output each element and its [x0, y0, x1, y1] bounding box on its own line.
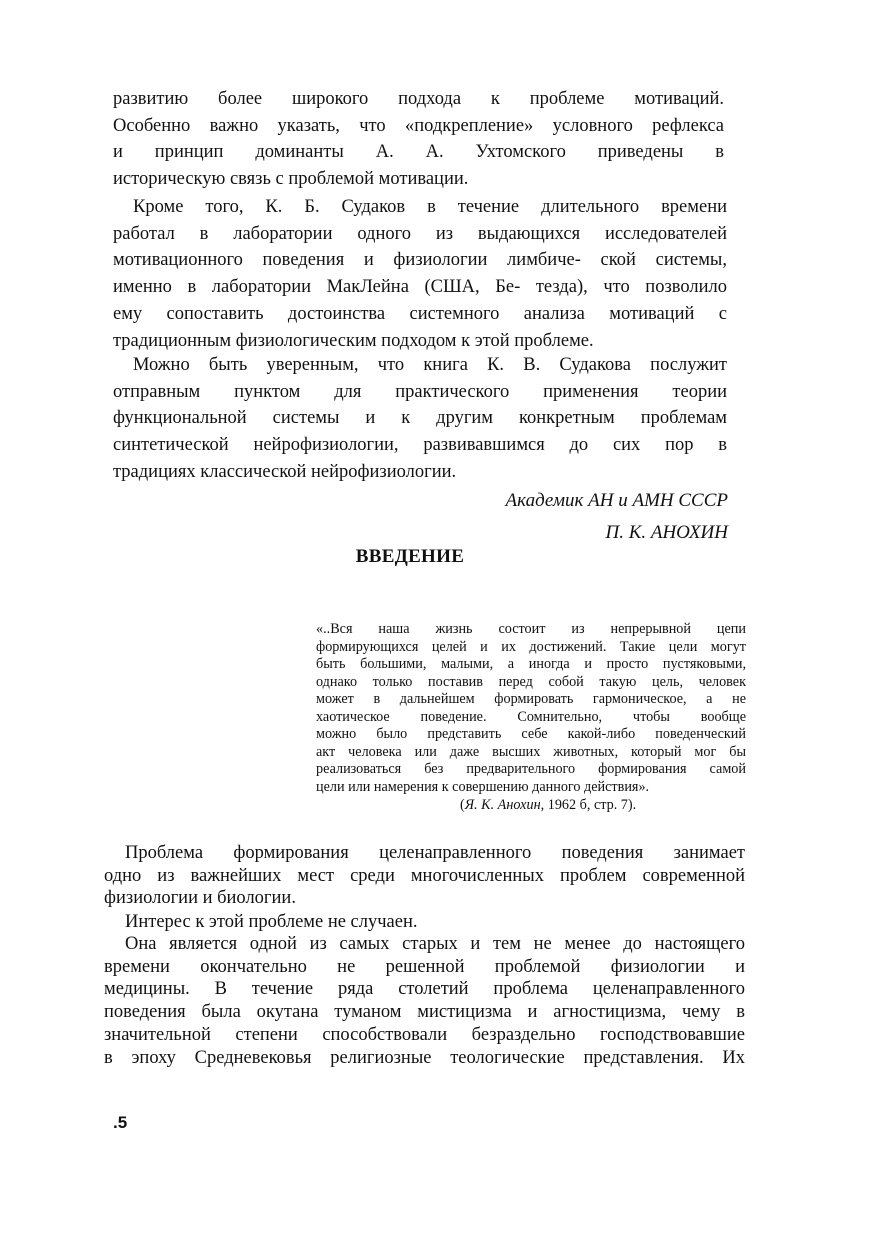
- citation-rest: 1962 б, стр. 7).: [544, 797, 637, 813]
- signature-name: П. К. АНОХИН: [605, 522, 728, 543]
- text-line: Особенно важно указать, что «подкрепление» условного рефлекса: [113, 115, 724, 136]
- epigraph: [316, 621, 746, 796]
- epigraph-line: реализоваться без предварительного формирования самой: [316, 761, 746, 777]
- text-line: Она является одной из самых старых и тем не менее до настоящего: [125, 934, 745, 954]
- text-line: Кроме того, К. Б. Судаков в течение длительного времени: [133, 197, 727, 217]
- signature-title: Академик АН и АМН СССР: [505, 490, 728, 511]
- preface-paragraph-1: [113, 86, 724, 193]
- text-line: значительной степени способствовали безраздельно господствовавшие: [104, 1024, 745, 1045]
- intro-paragraph-3: [104, 933, 745, 1069]
- epigraph-line: однако только поставив перед собой такую цель, человек: [316, 673, 746, 690]
- text-line: функциональной системы и к другим конкретным проблемам: [113, 408, 727, 429]
- preface-paragraph-2: [113, 194, 727, 354]
- epigraph-line: может в дальнейшем формировать гармоническое, а не: [316, 691, 746, 707]
- text-line: поведения была окутана туманом мистицизма и агностицизма, чему в: [104, 1002, 745, 1023]
- epigraph-citation: [460, 797, 636, 814]
- preface-paragraph-3: [113, 352, 727, 486]
- intro-paragraph-1: [104, 842, 745, 910]
- epigraph-line: цели или намерения к совершению данного действия».: [316, 778, 650, 795]
- text-line: историческую связь с проблемой мотивации.: [113, 169, 469, 190]
- text-line: в эпоху Средневековья религиозные теологические представления. Их: [104, 1047, 745, 1068]
- epigraph-line: акт человека или даже высших животных, который мог бы: [316, 743, 746, 760]
- epigraph-line: быть большими, малыми, а иногда и просто пустяковыми,: [316, 656, 746, 672]
- text-line: медицины. В течение ряда столетий проблема целенаправленного: [104, 979, 745, 1000]
- citation-author: Я. К. Анохин,: [464, 797, 545, 813]
- text-line: традициях классической нейрофизиологии.: [113, 461, 457, 482]
- epigraph-line: можно было представить себе какой-либо поведенческий: [316, 726, 746, 742]
- page-number: .5: [113, 1113, 128, 1132]
- text-line: мотивационного поведения и физиологии лимбиче- ской системы,: [113, 250, 727, 271]
- text-line: Можно быть уверенным, что книга К. В. Судакова послужит: [133, 355, 727, 375]
- text-line: именно в лаборатории МакЛейна (США, Бе- тезда), что позволило: [113, 277, 727, 298]
- text-line: работал в лаборатории одного из выдающихся исследователей: [113, 223, 727, 244]
- epigraph-line: хаотическое поведение. Сомнительно, чтобы вообще: [316, 708, 746, 725]
- intro-paragraph-2: [104, 911, 745, 934]
- text-line: и принцип доминанты А. А. Ухтомского приведены в: [113, 142, 724, 163]
- text-line: отправным пунктом для практического применения теории: [113, 381, 727, 402]
- text-line: ему сопоставить достоинства системного анализа мотиваций с: [113, 303, 727, 324]
- text-line: Проблема формирования целенаправленного поведения занимает: [125, 843, 745, 863]
- epigraph-line: «..Вся наша жизнь состоит из непрерывной цепи: [316, 621, 746, 637]
- text-line: синтетической нейрофизиологии, развивавшимся до сих пор в: [113, 435, 727, 456]
- section-title: ВВЕДЕНИЕ: [355, 546, 465, 567]
- text-line: физиологии и биологии.: [104, 888, 296, 909]
- text-line: Интерес к этой проблеме не случаен.: [125, 912, 418, 932]
- text-line: развитию более широкого подхода к проблеме мотиваций.: [113, 89, 724, 109]
- citation-open: (: [460, 797, 465, 813]
- text-line: одно из важнейших мест среди многочисленных проблем современной: [104, 865, 745, 886]
- text-line: времени окончательно не решенной проблемой физиологии и: [104, 956, 745, 977]
- text-line: традиционным физиологическим подходом к этой проблеме.: [113, 330, 594, 351]
- epigraph-line: формирующихся целей и их достижений. Такие цели могут: [316, 638, 746, 655]
